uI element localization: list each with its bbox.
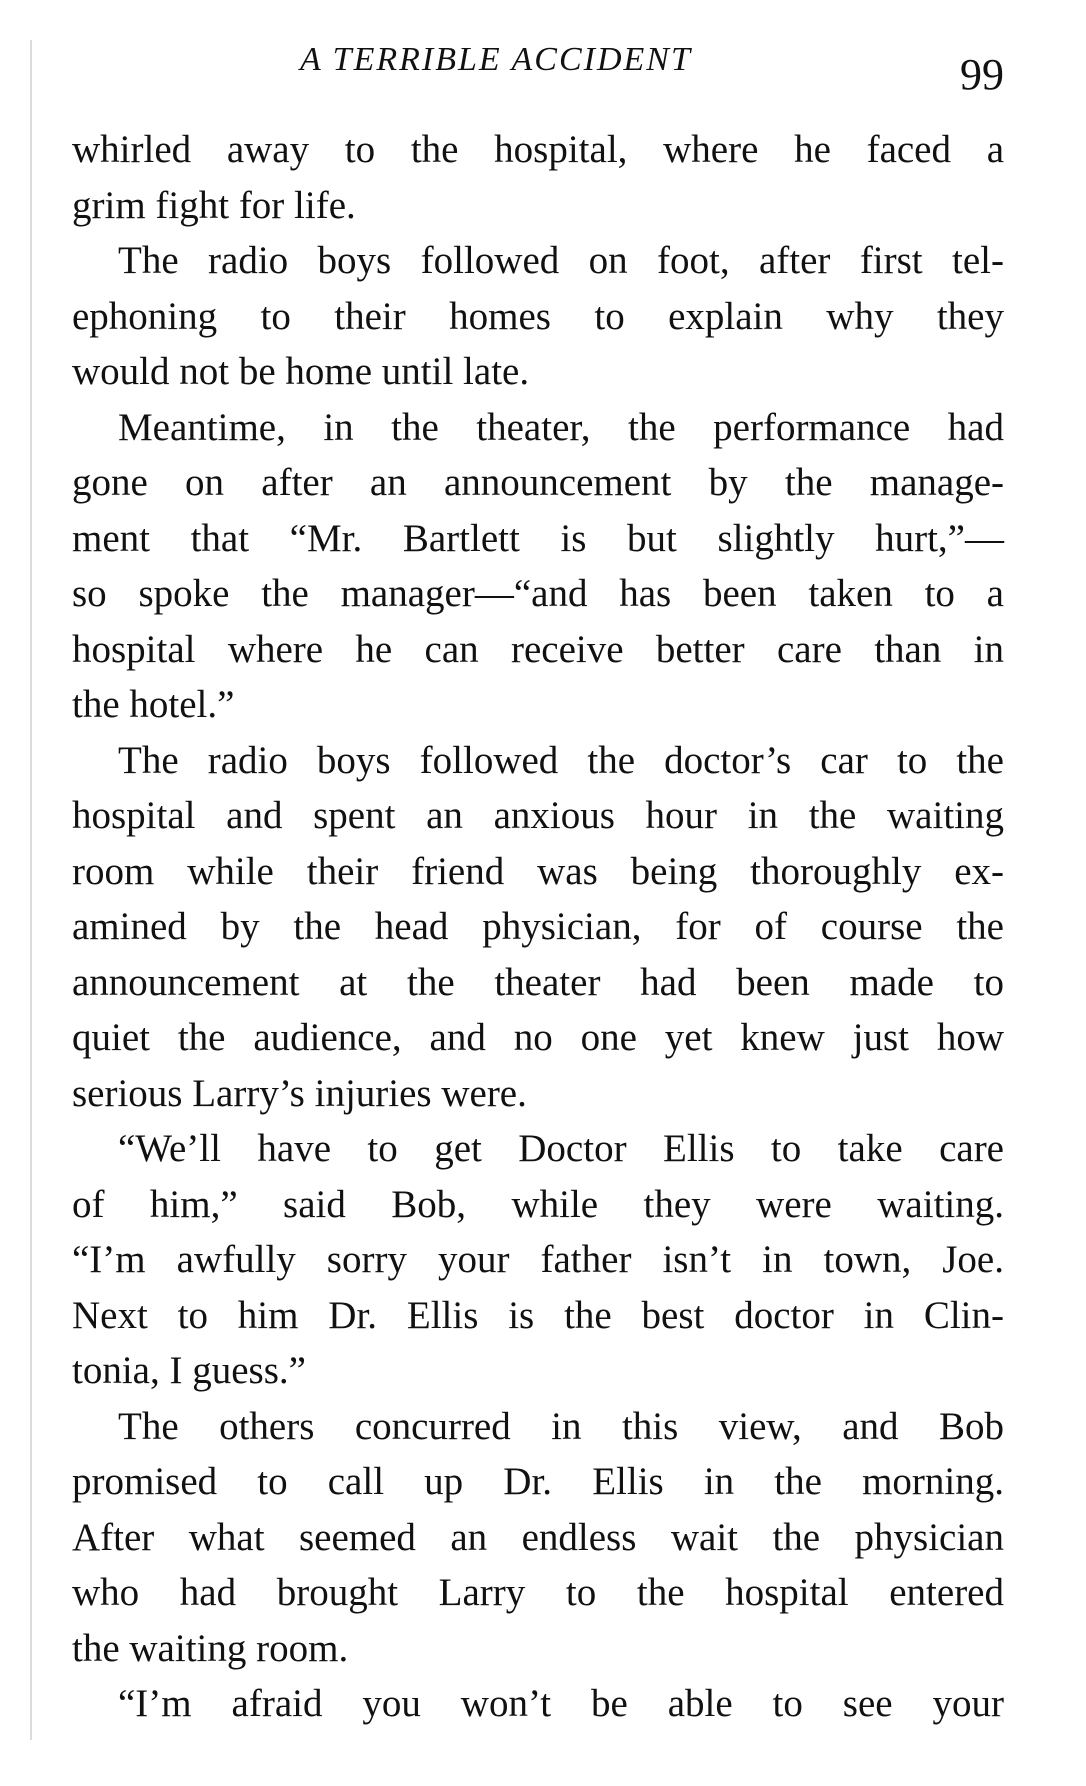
text-line: grim fight for life. [72,183,356,227]
text-line: After what seemed an endless wait the physician [72,1515,1004,1559]
text-line: announcement at the theater had been made to [72,960,1004,1004]
text-line: quiet the audience, and no one yet knew just how [72,1016,1004,1059]
text-line: serious Larry’s injuries were. [72,1071,527,1115]
text-line: the hotel.” [72,683,235,726]
text-line: amined by the head physician, for of course the [72,905,1004,948]
text-line: Meantime, in the theater, the performance had [118,405,1004,449]
text-line: ment that “Mr. Bartlett is but slightly hurt,”— [72,516,1004,560]
page-edge-shadow [30,40,32,1740]
text-line: room while their friend was being thoroughly ex- [72,849,1004,893]
text-line: Next to him Dr. Ellis is the best doctor in Clin- [72,1293,1004,1337]
text-line: “I’m awfully sorry your father isn’t in town, Joe. [72,1238,1004,1281]
page-number: 99 [960,50,1004,99]
text-line: so spoke the manager—“and has been taken to a [72,572,1004,615]
text-line: the waiting room. [72,1626,349,1670]
text-line: who had brought Larry to the hospital entered [72,1571,1004,1614]
text-line: The radio boys followed on foot, after first tel- [118,239,1004,282]
text-line: The others concurred in this view, and Bob [118,1404,1004,1448]
text-line: whirled away to the hospital, where he faced a [72,128,1004,171]
body-text [72,122,1004,1732]
text-line: of him,” said Bob, while they were waiting. [72,1182,1004,1226]
text-line: would not be home until late. [72,350,530,393]
text-line: “We’ll have to get Doctor Ellis to take care [118,1127,1004,1170]
text-line: ephoning to their homes to explain why they [72,294,1004,338]
text-line: The radio boys followed the doctor’s car to the [118,738,1004,782]
text-line: gone on after an announcement by the manage- [72,461,1004,504]
text-line: hospital where he can receive better care than in [72,627,1004,671]
text-line: hospital and spent an anxious hour in the waiting [72,794,1004,837]
text-line: promised to call up Dr. Ellis in the morning. [72,1460,1004,1503]
text-line: “I’m afraid you won’t be able to see your [118,1682,1004,1725]
running-head: A TERRIBLE ACCIDENT [300,41,692,78]
text-line: tonia, I guess.” [72,1349,306,1392]
